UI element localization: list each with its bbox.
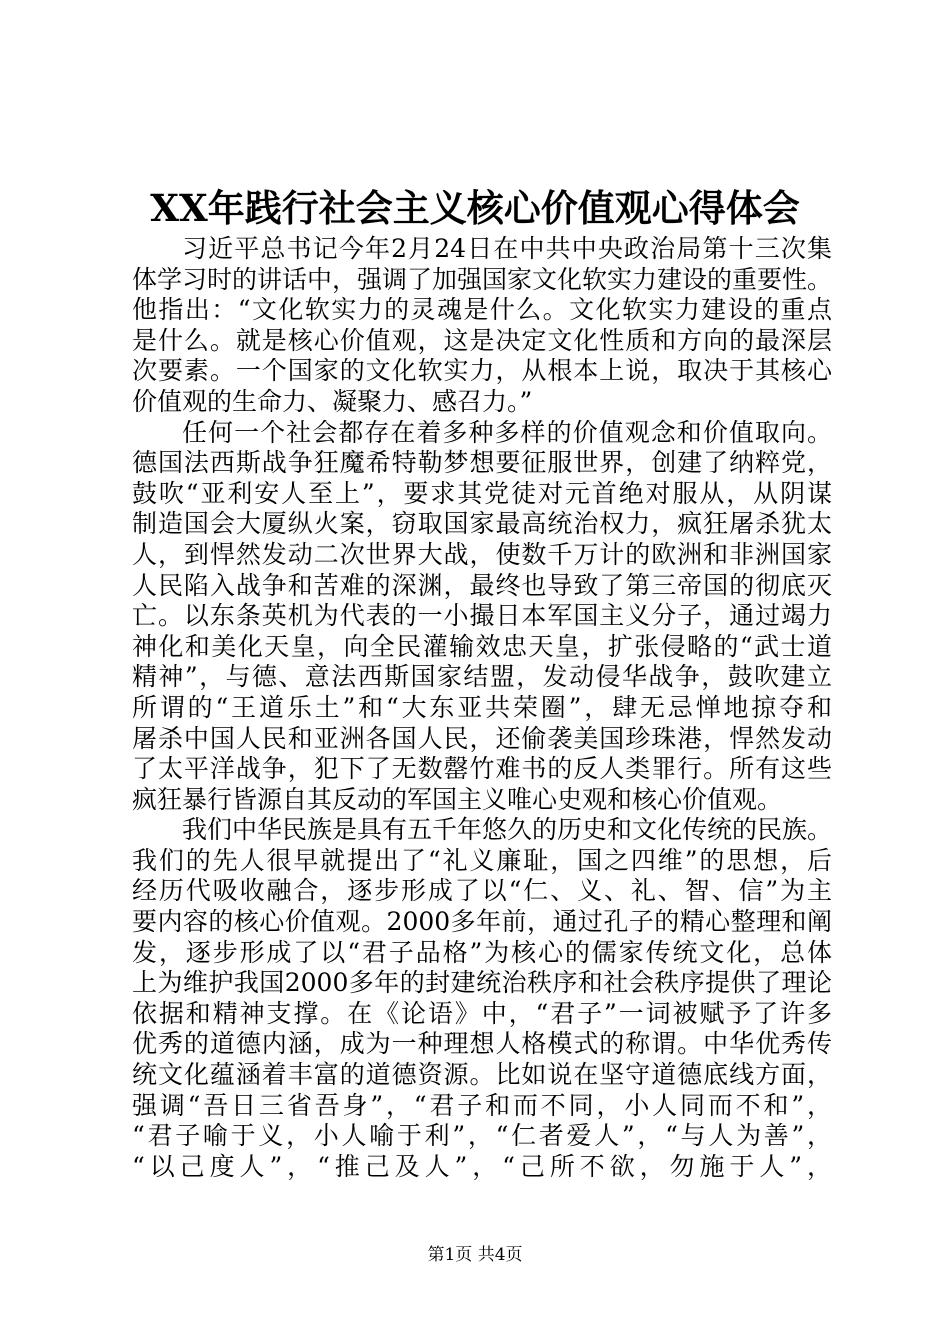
paragraph-line: 所谓的“王道乐土”和“大东亚共荣圈”，肆无忌惮地掠夺和: [132, 692, 832, 722]
paragraph-1: [132, 234, 832, 418]
paragraph-line: 强调“吾日三省吾身”，“君子和而不同，小人同而不和”，: [132, 1090, 832, 1120]
paragraph-line: 习近平总书记今年2月24日在中共中央政治局第十三次集: [182, 234, 832, 263]
page-indicator: 第1页 共4页: [427, 1245, 523, 1265]
paragraph-line: 亡。以东条英机为代表的一小撮日本军国主义分子，通过竭力: [132, 601, 832, 631]
paragraph-line: 要内容的核心价值观。2000多年前，通过孔子的精心整理和阐: [132, 907, 832, 937]
paragraph-line: 经历代吸收融合，逐步形成了以“仁、义、礼、智、信”为主: [132, 876, 832, 906]
paragraph-line: 制造国会大厦纵火案，窃取国家最高统治权力，疯狂屠杀犹太: [132, 509, 832, 539]
paragraph-line: 任何一个社会都存在着多种多样的价值观念和价值取向。: [182, 417, 832, 447]
document-body: [132, 234, 832, 1182]
paragraph-line: 了太平洋战争，犯下了无数罄竹难书的反人类罪行。所有这些: [132, 754, 832, 784]
paragraph-line: 德国法西斯战争狂魔希特勒梦想要征服世界，创建了纳粹党，: [132, 448, 832, 478]
paragraph-line: 我们的先人很早就提出了“礼义廉耻，国之四维”的思想，后: [132, 845, 832, 875]
paragraph-line: 神化和美化天皇，向全民灌输效忠天皇，扩张侵略的“武士道: [132, 631, 832, 661]
paragraph-line: 屠杀中国人民和亚洲各国人民，还偷袭美国珍珠港，悍然发动: [132, 723, 832, 753]
paragraph-line: 价值观的生命力、凝聚力、感召力。”: [132, 386, 533, 416]
paragraph-line: 疯狂暴行皆源自其反动的军国主义唯心史观和核心价值观。: [132, 784, 783, 814]
paragraph-line: 人，到悍然发动二次世界大战，使数千万计的欧洲和非洲国家: [132, 539, 832, 569]
paragraph-line: “君子喻于义，小人喻于利”，“仁者爱人”，“与人为善”，: [132, 1121, 832, 1151]
paragraph-line: 发，逐步形成了以“君子品格”为核心的儒家传统文化，总体: [132, 937, 832, 967]
paragraph-line: 优秀的道德内涵，成为一种理想人格模式的称谓。中华优秀传: [132, 1029, 832, 1059]
paragraph-3: [132, 815, 832, 1182]
paragraph-line: 统文化蕴涵着丰富的道德资源。比如说在坚守道德底线方面，: [132, 1060, 832, 1090]
paragraph-line: 人民陷入战争和苦难的深渊，最终也导致了第三帝国的彻底灭: [132, 570, 832, 600]
paragraph-line: “以己度人”，“推己及人”，“己所不欲，勿施于人”，: [132, 1151, 832, 1181]
paragraph-line: 是什么。就是核心价值观，这是决定文化性质和方向的最深层: [132, 325, 832, 355]
paragraph-line: 精神”，与德、意法西斯国家结盟，发动侵华战争，鼓吹建立: [132, 662, 832, 692]
paragraph-line: 上为维护我国2000多年的封建统治秩序和社会秩序提供了理论: [132, 968, 832, 998]
paragraph-line: 他指出：“文化软实力的灵魂是什么。文化软实力建设的重点: [132, 295, 832, 325]
paragraph-line: 次要素。一个国家的文化软实力，从根本上说，取决于其核心: [132, 356, 832, 386]
paragraph-line: 鼓吹“亚利安人至上”，要求其党徒对元首绝对服从，从阴谋: [132, 478, 832, 508]
paragraph-2: [132, 418, 832, 816]
document-title: XX年践行社会主义核心价值观心得体会: [150, 186, 800, 230]
paragraph-line: 依据和精神支撑。在《论语》中，“君子”一词被赋予了许多: [132, 998, 832, 1028]
paragraph-line: 体学习时的讲话中，强调了加强国家文化软实力建设的重要性。: [132, 264, 833, 294]
paragraph-line: 我们中华民族是具有五千年悠久的历史和文化传统的民族。: [182, 815, 833, 845]
